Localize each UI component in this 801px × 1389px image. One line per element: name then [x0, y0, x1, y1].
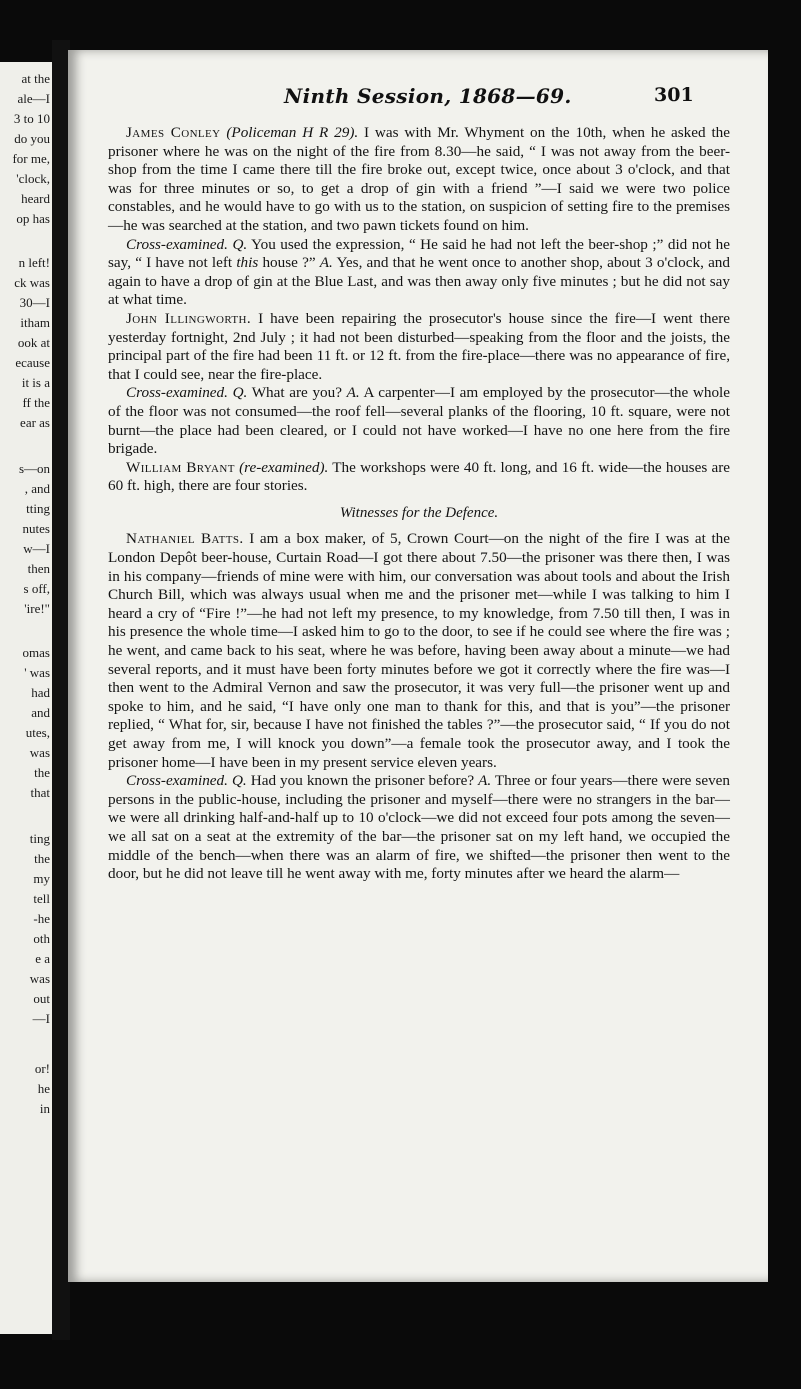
question-marker: Q.	[232, 235, 248, 253]
left-page-fragment	[0, 62, 52, 1334]
testimony-illingworth	[108, 310, 730, 384]
left-page-text-fragment: my	[33, 871, 50, 886]
left-page-text-fragment: 3 to 10	[13, 111, 50, 126]
left-page-text-fragment: -he	[33, 911, 50, 926]
left-page-text-fragment: ff the	[22, 395, 50, 410]
left-page-text-fragment: ' was	[24, 665, 50, 680]
answer-marker: A.	[319, 254, 333, 272]
left-page-text-fragment: —I	[32, 1011, 50, 1026]
witness-role: (re-examined).	[239, 458, 329, 476]
left-page-text-fragment: tting	[26, 501, 50, 516]
cross-examination-conley	[108, 236, 730, 310]
left-page-text-fragment: in	[39, 1101, 50, 1116]
testimony-text: A carpenter—I am employed by the prosecutor—the whole of the floor was not consumed—the roof fell—several planks of the flooring, 10 ft. square, were not burnt—the place had been cleared, or I could not have worked—I have no one here from the fire brigade.	[108, 384, 730, 458]
left-page-text-fragment: then	[27, 561, 50, 576]
left-page-text-fragment: was	[29, 971, 50, 986]
page-body	[108, 124, 730, 884]
page-number: 301	[654, 84, 694, 106]
cross-examination-batts	[108, 772, 730, 884]
cross-examined-label: Cross-examined.	[126, 384, 228, 402]
testimony-text: The workshops were 40 ft. long, and 16 ft. wide—the houses are 60 ft. high, there are four stories.	[108, 458, 730, 495]
testimony-batts	[108, 530, 730, 772]
left-page-text-fragment: oth	[33, 931, 50, 946]
testimony-text: You used the expression, “ He said he had not left the beer-shop ;” did not he say, “ I have not left	[108, 235, 731, 272]
left-page-text-fragment: was	[29, 745, 50, 760]
question-marker: Q.	[231, 772, 247, 790]
left-page-text-fragment: or!	[34, 1061, 50, 1076]
left-page-text-fragment: 30—I	[19, 295, 50, 310]
witness-name: William Bryant	[126, 458, 235, 476]
answer-marker: A.	[346, 384, 360, 402]
left-page-text-fragment: op has	[16, 211, 50, 226]
left-page-text-fragment: nutes	[22, 521, 50, 536]
left-page-text-fragment: at the	[21, 71, 50, 86]
testimony-text: Yes, and that he went once to another shop, about 3 o'clock, and again to have a drop of gin at the Blue Last, and was then away only five minutes ; but he did not say at what time.	[108, 254, 730, 309]
page-header	[68, 84, 768, 110]
cross-examined-label: Cross-examined.	[126, 235, 228, 253]
left-page-text-fragment: and	[31, 705, 50, 720]
left-page-text-fragment: 'clock,	[16, 171, 50, 186]
left-page-text-fragment: s off,	[23, 581, 50, 596]
left-page-text-fragment: heard	[21, 191, 50, 206]
left-page-text-fragment: out	[33, 991, 50, 1006]
left-page-text-fragment: he	[37, 1081, 50, 1096]
left-page-text-fragment: ting	[29, 831, 50, 846]
left-page-text-fragment: for me,	[12, 151, 50, 166]
left-page-text-fragment: had	[31, 685, 50, 700]
witness-name: Nathaniel Batts.	[126, 530, 244, 548]
left-page-text-fragment: omas	[22, 645, 50, 660]
left-page-text-fragment: 'ire!"	[24, 601, 50, 616]
left-page-text-fragment: s—on	[18, 461, 50, 476]
left-page-text-fragment: tell	[33, 891, 50, 906]
answer-marker: A.	[478, 772, 492, 790]
cross-examination-illingworth	[108, 384, 730, 458]
testimony-conley	[108, 124, 730, 236]
left-page-text-fragment: ecause	[15, 355, 50, 370]
left-page-text-fragment: that	[30, 785, 50, 800]
left-page-text-fragment: ear as	[20, 415, 50, 430]
left-page-text-fragment: it is a	[21, 375, 50, 390]
left-page-text-fragment: n left!	[18, 255, 50, 270]
left-page-text-fragment: ale—I	[17, 91, 50, 106]
testimony-text: I am a box maker, of 5, Crown Court—on the night of the fire I was at the London Depôt beer-house, Curtain Road—I got there about 7.50—the prisoner was there then, I was in his company—friends of mine were with him, our conversation was about tools and about the Irish Church Bill, which was always usual when me and the prisoner met—while I was talking to him I heard a cry of “Fire !”—he had not left my presence, to my knowledge, from 7.50 till then, I was in his presence the whole time—I asked him to go to the door, to see if he could see where the fire was ; he went, and came back to his seat, where he was before, having been away about a minute—we had several reports, and it must have been forty minutes before we got it correctly where the fire was—I then went to the Admiral Vernon and saw the prosecutor, it was very full—the prisoner went up and spoke to him, and he said, “I have only one man to thank for this, and that is you”—the prisoner replied, “ What for, sir, because I have not finished the tables ?”—the prosecutor said, “ If you do not get away from me, I will knock you down”—a female took the prosecutor away, and I took the prisoner home—I have been in my present service eleven years.	[108, 530, 730, 771]
cross-examined-label: Cross-examined.	[126, 772, 228, 790]
testimony-text: What are you?	[247, 384, 347, 402]
right-page	[68, 50, 768, 1282]
testimony-text: I have been repairing the prosecutor's house since the fire—I went there yesterday fortnight, 2nd July ; it had not been disturbed—speaking from the floor and the joists, the principal part of the fire had been 11 ft. or 12 ft. from the fire-place—there was no appearance of fire, that I could see, near the fire-place.	[108, 309, 730, 383]
left-page-text-fragment: w—I	[23, 541, 50, 556]
left-page-text-fragment: do you	[14, 131, 50, 146]
left-page-text-fragment: the	[34, 851, 50, 866]
testimony-text: Three or four years—there were seven persons in the public-house, including the prisoner and myself—there were no strangers in the bar—we were all drinking half-and-half up to 10 o'clock—we did not exceed four pots among the seven—we all sat on a seat at the extremity of the bar—the prisoner sat on my left hand, we occupied the middle of the bench—when there was an alarm of fire, we shifted—the prisoner then went to the door, but he did not leave till he went away with me, forty minutes after we heard the alarm—	[108, 772, 731, 883]
testimony-text: I was with Mr. Whyment on the 10th, when he asked the prisoner where he was on the night of the fire from 8.30—he said, “ I was not away from the beer-shop from the time I came there till the fire broke out, except twice, once about 3 o'clock, and that was for three minutes or so, to get a drop of gin with a friend ”—I said we were two police constables, and he would have to go with us to the station, on suspicion of setting fire to the premises—he was searched at the station, and two pawn tickets found on him.	[108, 124, 731, 234]
testimony-bryant	[108, 459, 730, 496]
running-title: Ninth Session, 1868—69.	[284, 84, 572, 108]
witness-name: James Conley	[126, 124, 221, 141]
witness-role: (Policeman H R 29).	[226, 124, 359, 141]
left-page-text-fragment: ck was	[14, 275, 50, 290]
section-heading: Witnesses for the Defence.	[339, 504, 499, 521]
left-page-text-fragment: ook at	[17, 335, 50, 350]
left-page-text-fragment: the	[34, 765, 50, 780]
testimony-text: Had you known the prisoner before?	[246, 772, 479, 790]
testimony-text: house ?”	[258, 254, 320, 272]
left-page-text-fragment: utes,	[25, 725, 50, 740]
witness-name: John Illingworth.	[126, 309, 252, 327]
emphasis-word: this	[236, 254, 259, 272]
left-page-text-fragment: , and	[24, 481, 50, 496]
question-marker: Q.	[232, 384, 248, 402]
left-page-text-fragment: itham	[20, 315, 50, 330]
left-page-text-fragment: e a	[35, 951, 50, 966]
